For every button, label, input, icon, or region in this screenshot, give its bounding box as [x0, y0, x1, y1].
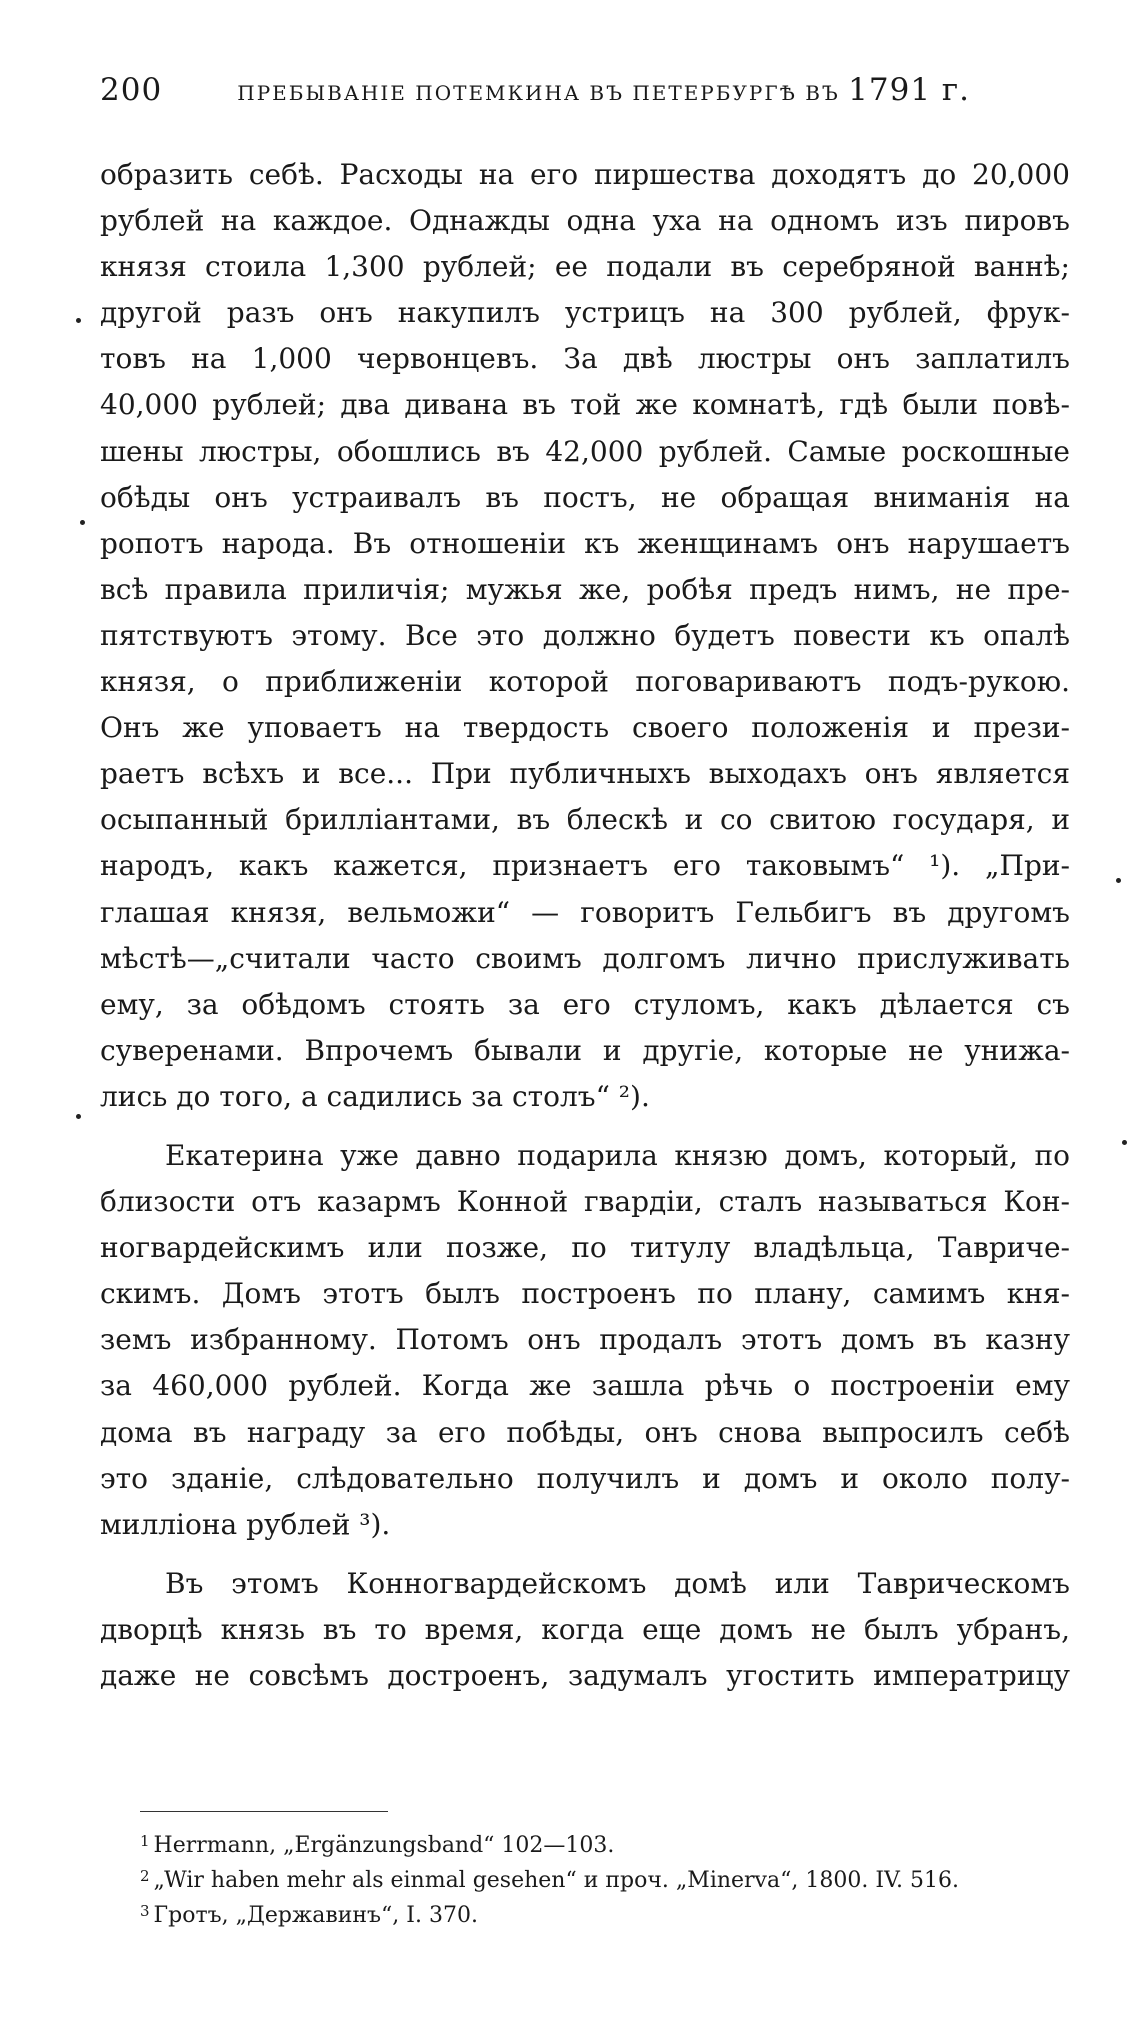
footnote-2	[140, 1859, 1080, 1894]
text-line: князя, о приближеніи которой поговариваютъ подъ-рукою.	[100, 665, 1070, 699]
footnote-text: „Wir haben mehr als einmal gesehen“ и проч. „Minerva“, 1800. IV. 516.	[153, 1868, 960, 1893]
body-text	[100, 152, 1070, 1699]
footnote-rule	[140, 1811, 388, 1812]
text-line: дворцѣ князь въ то время, когда еще домъ не былъ убранъ,	[100, 1612, 1070, 1646]
text-line: другой разъ онъ накупилъ устрицъ на 300 рублей, фрук-	[100, 296, 1070, 330]
text-line: пятствуютъ этому. Все это должно будетъ повести къ опалѣ	[100, 618, 1070, 652]
paragraph-2	[100, 1133, 1070, 1548]
text-line: скимъ. Домъ этотъ былъ построенъ по плану, самимъ кня-	[100, 1277, 1070, 1311]
page-number: 200	[100, 72, 163, 108]
running-title-year: 1791 г.	[848, 72, 970, 108]
scan-speck	[80, 520, 85, 525]
text-line: народъ, какъ кажется, признаетъ его таковымъ“ ¹). „При-	[100, 849, 1070, 883]
footnote-mark: 1	[140, 1832, 150, 1850]
paragraph-gap	[100, 1120, 1070, 1133]
footnote-mark: 2	[140, 1867, 150, 1885]
text-line: обѣды онъ устраивалъ въ постъ, не обращая вниманія на	[100, 480, 1070, 514]
text-line: раетъ всѣхъ и все... При публичныхъ выходахъ онъ является	[100, 757, 1070, 791]
footnote-text: Гротъ, „Державинъ“, I. 370.	[153, 1903, 478, 1928]
text-line: глашая князя, вельможи“ — говоритъ Гельбигъ въ другомъ	[100, 895, 1070, 929]
text-line: милліона рублей ³).	[100, 1507, 391, 1541]
text-line: образить себѣ. Расходы на его пиршества доходятъ до 20,000	[100, 158, 1070, 191]
text-line: Онъ же уповаетъ на твердость своего положенія и прези-	[100, 711, 1070, 745]
text-line: князя стоила 1,300 рублей; ее подали въ серебряной ваннѣ;	[100, 250, 1070, 284]
text-line: это зданіе, слѣдовательно получилъ и домъ и около полу-	[100, 1461, 1070, 1495]
text-line: товъ на 1,000 червонцевъ. За двѣ люстры онъ заплатилъ	[100, 342, 1070, 376]
running-title	[237, 72, 970, 108]
text-line: ногвардейскимъ или позже, по титулу владѣльца, Тавриче-	[100, 1231, 1070, 1265]
scan-speck	[1116, 878, 1121, 883]
scan-speck	[76, 318, 81, 323]
text-line: дома въ награду за его побѣды, онъ снова выпросилъ себѣ	[100, 1415, 1070, 1449]
paragraph-gap	[100, 1548, 1070, 1561]
text-line: ропотъ народа. Въ отношеніи къ женщинамъ онъ нарушаетъ	[100, 526, 1070, 560]
text-line: осыпанный брилліантами, въ блескѣ и со свитою государя, и	[100, 803, 1070, 837]
text-line: 40,000 рублей; два дивана въ той же комнатѣ, гдѣ были повѣ-	[100, 388, 1070, 422]
text-line: земъ избранному. Потомъ онъ продалъ этотъ домъ въ казну	[100, 1323, 1070, 1357]
running-title-caps: ПРЕБЫВАНІЕ ПОТЕМКИНА ВЪ ПЕТЕРБУРГѢ ВЪ	[237, 81, 840, 105]
footnotes	[140, 1824, 1080, 1929]
text-line: суверенами. Впрочемъ бывали и другіе, которые не унижа-	[100, 1033, 1070, 1067]
paragraph-3	[100, 1561, 1070, 1699]
scan-speck	[1122, 1140, 1127, 1145]
text-line: даже не совсѣмъ достроенъ, задумалъ угостить императрицу	[100, 1659, 1070, 1692]
text-line: близости отъ казармъ Конной гвардіи, сталъ называться Кон-	[100, 1185, 1070, 1219]
text-line: всѣ правила приличія; мужья же, робѣя предъ нимъ, не пре-	[100, 572, 1070, 606]
footnote-mark: 3	[140, 1902, 150, 1920]
text-line: рублей на каждое. Однажды одна уха на одномъ изъ пировъ	[100, 204, 1070, 238]
footnote-text: Herrmann, „Ergänzungsband“ 102—103.	[153, 1833, 615, 1858]
text-line: шены люстры, обошлись въ 42,000 рублей. Самые роскошные	[100, 434, 1070, 468]
footnote-1	[140, 1824, 1080, 1859]
text-line: лись до того, а садились за столъ“ ²).	[100, 1079, 650, 1113]
text-line: мѣстѣ—„считали часто своимъ долгомъ лично прислуживать	[100, 941, 1070, 975]
scan-speck	[76, 1114, 81, 1119]
text-line: ему, за обѣдомъ стоять за его стуломъ, какъ дѣлается съ	[100, 987, 1070, 1021]
footnote-3	[140, 1894, 1080, 1929]
page-header	[100, 72, 970, 122]
text-line: Екатерина уже давно подарила князю домъ, который, по	[165, 1138, 1070, 1172]
text-line: за 460,000 рублей. Когда же зашла рѣчь о построеніи ему	[100, 1369, 1070, 1403]
paragraph-1	[100, 152, 1070, 1120]
text-line: Въ этомъ Конногвардейскомъ домѣ или Таврическомъ	[165, 1566, 1070, 1600]
